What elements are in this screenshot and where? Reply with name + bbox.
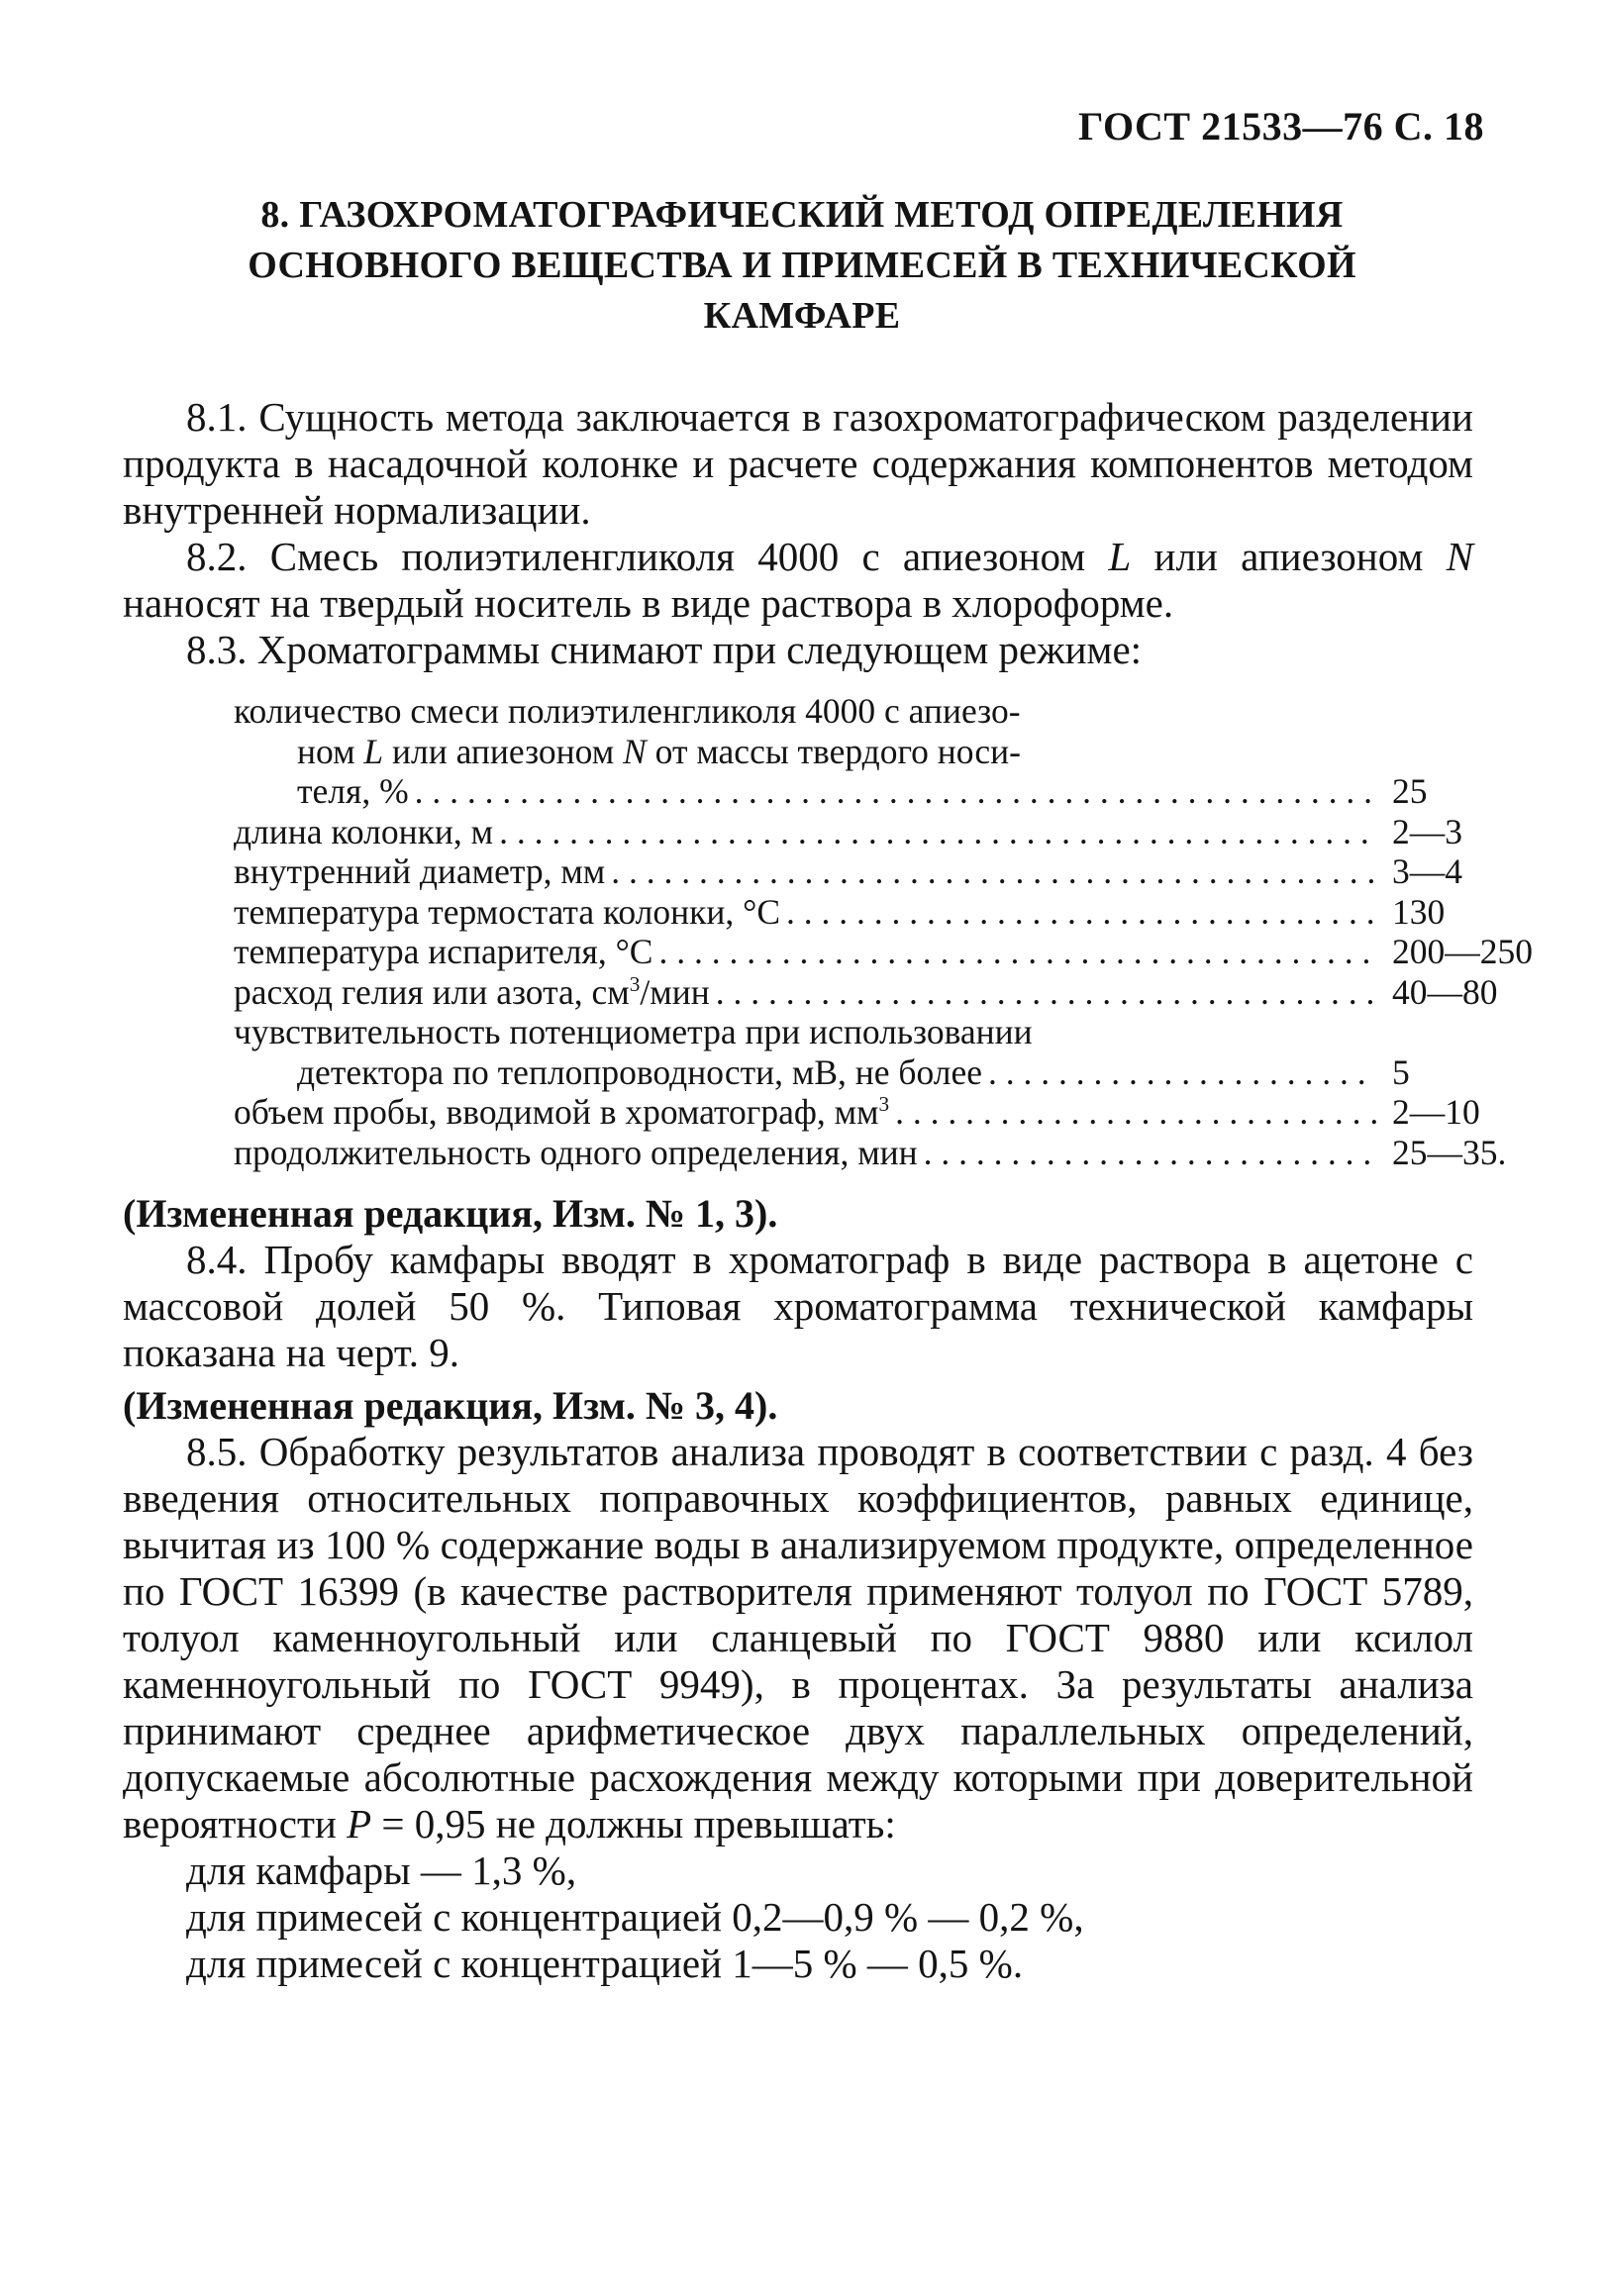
param-value: 130: [1392, 891, 1446, 932]
param-row: [234, 771, 1551, 812]
section-title-line: ОСНОВНОГО ВЕЩЕСТВА И ПРИМЕСЕЙ В ТЕХНИЧЕСКОЙ: [248, 245, 1356, 286]
param-row: [234, 691, 1551, 732]
leader-dots: [924, 1133, 1376, 1173]
leader-dots: [786, 892, 1376, 933]
param-row: [234, 932, 1551, 972]
text-run: от массы твердого носи-: [646, 731, 1021, 771]
superscript: 3: [629, 971, 641, 996]
paragraph-8-2: [123, 534, 1473, 627]
param-row: [234, 892, 1551, 933]
italic-symbol: L: [363, 731, 384, 771]
leader-dots: [611, 851, 1376, 892]
param-row: [234, 1133, 1551, 1173]
running-head: ГОСТ 21533—76 С. 18: [1077, 104, 1484, 149]
limit-item: для камфары — 1,3 %,: [186, 1847, 577, 1893]
italic-symbol: N: [1446, 534, 1473, 579]
limit-item: для примесей с концентрацией 0,2—0,9 % — 0,2 %,: [186, 1894, 1084, 1940]
italic-symbol: L: [1108, 534, 1132, 579]
text-run: наносят на твердый носитель в виде раствора в хлороформе.: [123, 580, 1174, 626]
param-label: длина колонки, м: [234, 811, 494, 851]
text-run: расход гелия или азота, см: [234, 971, 630, 1012]
param-value: 25: [1392, 771, 1428, 811]
section-title: [168, 190, 1436, 342]
param-row: [234, 1052, 1551, 1093]
text-run: 8.5. Обработку результатов анализа проводят в соответствии с разд. 4 без введения относительных поправочных коэффициентов, равных единице, вычитая из 100 % содержание воды в анализируемом продукте, определенное по ГОСТ 16399 (в качестве растворителя применяют толуол по ГОСТ 5789, толуол каменноугольный или сланцевый по ГОСТ 9880 или ксилол каменноугольный по ГОСТ 9949), в процентах. За результаты анализа принимают среднее арифметическое двух параллельных определений, допускаемые абсолютные расхождения между которыми при доверительной вероятности: [123, 1429, 1473, 1847]
text-run: или апиезоном: [383, 731, 624, 771]
paragraph-8-3: 8.3. Хроматограммы снимают при следующем режиме:: [186, 627, 1143, 672]
leader-dots: [895, 1092, 1376, 1133]
param-label: количество смеси полиэтиленгликоля 4000 с апиезо-: [234, 691, 1021, 731]
text-run: или апиезоном: [1131, 534, 1447, 579]
param-value: 25—35.: [1392, 1132, 1507, 1172]
parameters-list: [234, 691, 1551, 1172]
param-value: 2—3: [1392, 811, 1462, 851]
leader-dots: [716, 972, 1376, 1013]
param-label: температура термостата колонки, °С: [234, 891, 781, 932]
section-title-line: 8. ГАЗОХРОМАТОГРАФИЧЕСКИЙ МЕТОД ОПРЕДЕЛЕНИЯ: [260, 194, 1344, 236]
param-row: [234, 972, 1551, 1013]
param-row: [234, 812, 1551, 852]
leader-dots: [658, 932, 1376, 972]
section-title-line: КАМФАРЕ: [703, 295, 901, 337]
param-row: [234, 1092, 1551, 1133]
param-row: [234, 732, 1551, 772]
paragraph-8-5: [123, 1429, 1473, 1847]
param-label: [234, 972, 710, 1013]
param-value: 5: [1392, 1051, 1410, 1092]
paragraph-8-1: 8.1. Сущность метода заключается в газохроматографическом разделении продукта в насадочной колонке и расчете содержания компонентов методом внутренней нормализации.: [123, 394, 1473, 533]
param-value: 200—250: [1392, 932, 1533, 971]
text-run: = 0,95 не должны превышать:: [371, 1801, 896, 1847]
param-value: 3—4: [1392, 851, 1462, 891]
leader-dots: [499, 812, 1376, 852]
param-label: продолжительность одного определения, мин: [234, 1132, 918, 1172]
leader-dots: [988, 1052, 1376, 1093]
text-run: ном: [297, 731, 364, 771]
param-label: чувствительность потенциометра при использовании: [234, 1012, 1033, 1051]
param-value: 40—80: [1392, 971, 1498, 1012]
param-label: теля, %: [297, 771, 409, 811]
leader-dots: [415, 771, 1376, 812]
param-label: [234, 732, 1021, 772]
italic-symbol: N: [623, 731, 647, 771]
text-run: 8.2. Смесь полиэтиленгликоля 4000 с апиезоном: [186, 534, 1109, 579]
param-label: температура испарителя, °С: [234, 932, 653, 971]
limit-item: для примесей с концентрацией 1—5 % — 0,5 %.: [186, 1941, 1024, 1986]
param-label: внутренний диаметр, мм: [234, 851, 606, 891]
amendment-note: (Измененная редакция, Изм. № 1, 3).: [123, 1191, 778, 1236]
param-row: [234, 1012, 1551, 1052]
amendment-note: (Измененная редакция, Изм. № 3, 4).: [123, 1383, 778, 1428]
paragraph-8-4: 8.4. Пробу камфары вводят в хроматограф в виде раствора в ацетоне с массовой долей 50 %. Типовая хроматограмма технической камфары показана на черт. 9.: [123, 1237, 1473, 1375]
superscript: 3: [878, 1092, 890, 1117]
param-label: [234, 1092, 889, 1133]
param-value: 2—10: [1392, 1092, 1480, 1132]
document-body: [123, 394, 1533, 1987]
italic-symbol: P: [347, 1801, 372, 1847]
param-label: детектора по теплопроводности, мВ, не более: [297, 1051, 982, 1092]
text-run: объем пробы, вводимой в хроматограф, мм: [234, 1092, 879, 1132]
param-row: [234, 851, 1551, 892]
text-run: /мин: [640, 971, 710, 1012]
